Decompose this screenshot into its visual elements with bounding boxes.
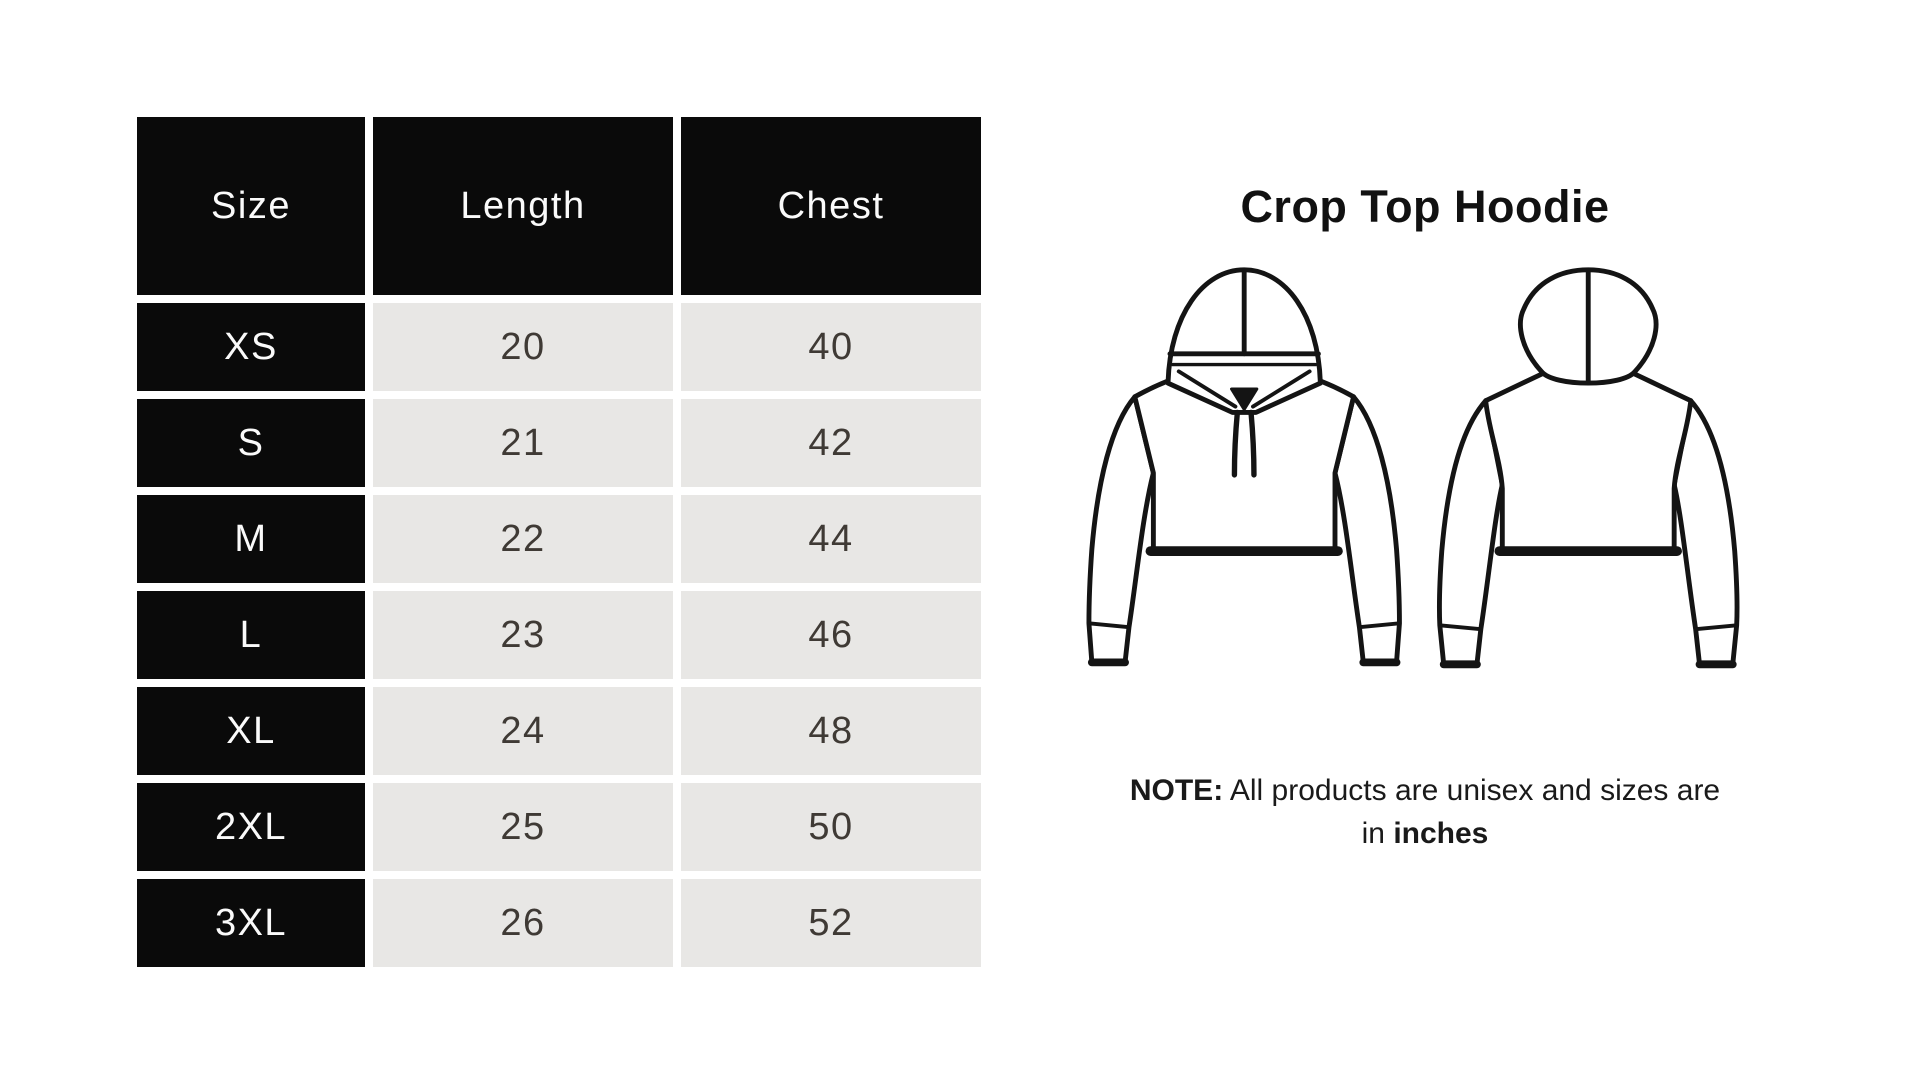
length-value: 24 [373,687,673,775]
size-label: M [137,495,365,583]
hoodie-front-view-illustration [1086,265,1418,677]
column-header-length: Length [373,117,673,295]
column-header-size: Size [137,117,365,295]
size-label: L [137,591,365,679]
length-value: 26 [373,879,673,967]
chest-value: 44 [681,495,981,583]
size-label: XS [137,303,365,391]
product-illustrations [1005,265,1845,677]
chest-value: 42 [681,399,981,487]
length-value: 23 [373,591,673,679]
column-header-chest: Chest [681,117,981,295]
length-value: 21 [373,399,673,487]
length-value: 25 [373,783,673,871]
note-emphasis: inches [1393,817,1489,850]
chest-value: 48 [681,687,981,775]
size-chart-table [137,117,981,967]
note-text [1125,769,1725,855]
size-label: XL [137,687,365,775]
chest-value: 40 [681,303,981,391]
size-label: S [137,399,365,487]
length-value: 22 [373,495,673,583]
note-body: All products are unisex and sizes are in [1223,774,1721,850]
page-title: Crop Top Hoodie [1240,181,1610,232]
chest-value: 52 [681,879,981,967]
size-label: 3XL [137,879,365,967]
length-value: 20 [373,303,673,391]
product-panel [1005,0,1845,855]
note-label: NOTE: [1129,774,1224,807]
chest-value: 50 [681,783,981,871]
size-label: 2XL [137,783,365,871]
chest-value: 46 [681,591,981,679]
hoodie-back-view-illustration [1432,265,1764,677]
